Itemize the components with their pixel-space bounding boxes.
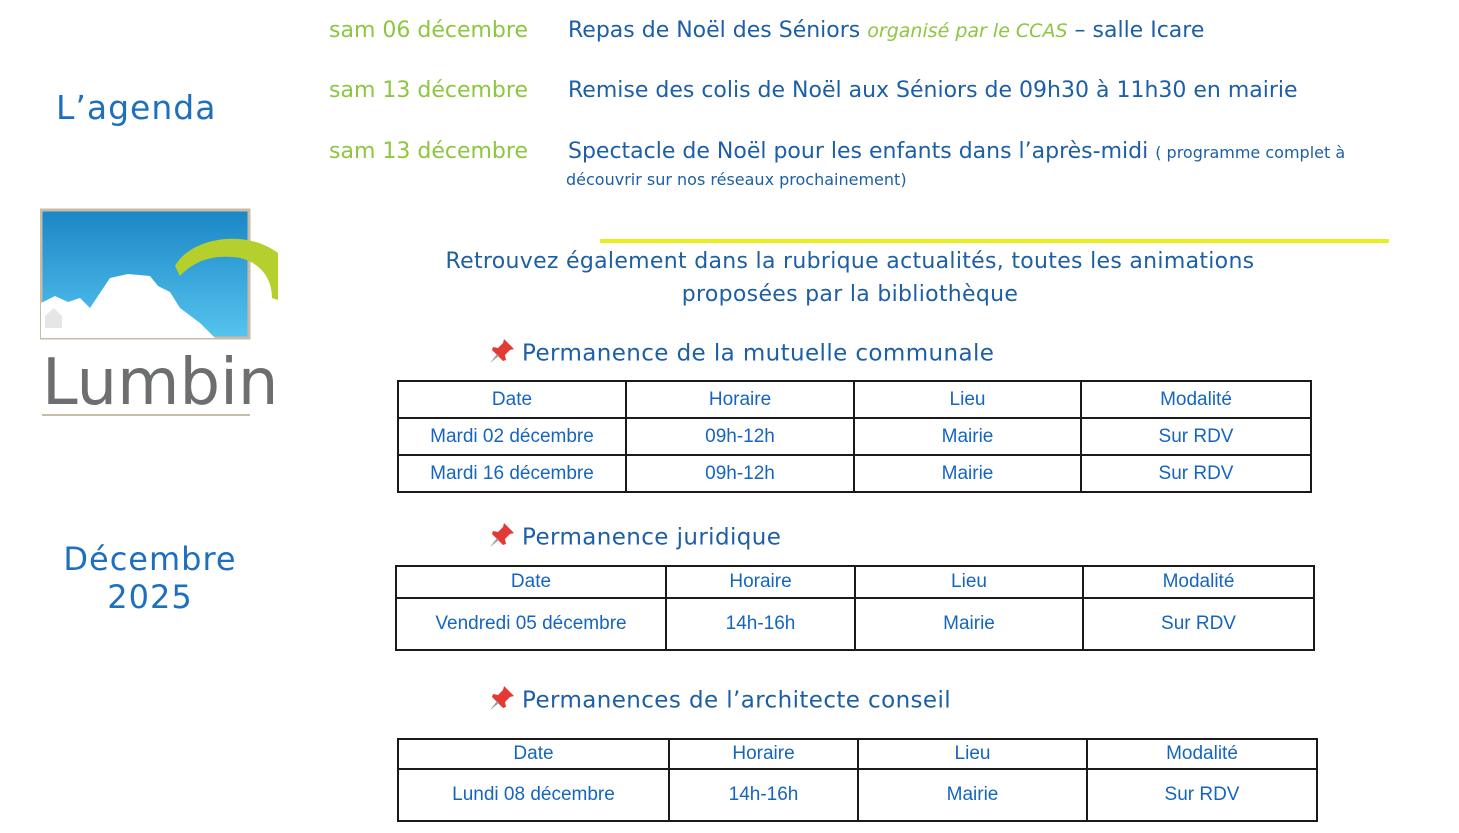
notice-line: Retrouvez également dans la rubrique actualités, toutes les animations <box>445 249 1255 274</box>
event-description <box>568 18 1204 43</box>
year-label: 2025 <box>107 578 193 616</box>
column-header: Modalité <box>1087 739 1317 769</box>
table-header-row <box>398 381 1311 418</box>
event-note: ( programme complet à <box>1155 143 1346 162</box>
table-cell: Lundi 08 décembre <box>398 769 669 821</box>
agenda-title: L’agenda <box>56 88 217 127</box>
lumbin-logo <box>40 208 280 420</box>
pushpin-icon <box>488 337 518 371</box>
library-notice <box>390 245 1310 311</box>
section-title: Permanence de la mutuelle communale <box>522 340 995 367</box>
event-organizer: organisé par le CCAS <box>867 20 1068 42</box>
month-year-title <box>40 540 260 616</box>
table-row <box>398 455 1311 492</box>
table-cell: 14h-16h <box>666 598 855 650</box>
column-header: Modalité <box>1081 381 1311 418</box>
pushpin-icon <box>488 521 518 555</box>
column-header: Date <box>398 739 669 769</box>
month-label: Décembre <box>63 540 237 578</box>
table-row <box>396 598 1314 650</box>
column-header: Date <box>396 566 666 598</box>
juridique-table <box>395 565 1315 651</box>
table-cell: 09h-12h <box>626 418 854 455</box>
event-note-continued: découvrir sur nos réseaux prochainement) <box>566 170 907 189</box>
section-heading-architecte <box>488 684 951 718</box>
table-row <box>398 418 1311 455</box>
table-cell: Sur RDV <box>1081 418 1311 455</box>
event-description <box>568 78 1298 103</box>
column-header: Modalité <box>1083 566 1314 598</box>
table-cell: Mairie <box>858 769 1087 821</box>
column-header: Lieu <box>855 566 1083 598</box>
logo-text: Lumbin <box>42 346 279 420</box>
table-cell: Mairie <box>854 418 1081 455</box>
highlight-divider <box>600 239 1389 243</box>
notice-line: proposées par la bibliothèque <box>681 282 1019 307</box>
section-title: Permanence juridique <box>522 524 782 551</box>
section-heading-juridique <box>488 521 781 555</box>
column-header: Horaire <box>666 566 855 598</box>
pushpin-icon <box>488 684 518 718</box>
column-header: Horaire <box>669 739 858 769</box>
mutuelle-table <box>397 380 1312 493</box>
table-cell: 09h-12h <box>626 455 854 492</box>
event-location: – salle Icare <box>1074 18 1205 43</box>
table-cell: Sur RDV <box>1083 598 1314 650</box>
table-cell: Vendredi 05 décembre <box>396 598 666 650</box>
event-date: sam 13 décembre <box>329 139 528 164</box>
table-cell: Sur RDV <box>1081 455 1311 492</box>
table-row <box>398 769 1317 821</box>
table-cell: Mairie <box>854 455 1081 492</box>
architecte-table <box>397 738 1318 822</box>
table-cell: Mairie <box>855 598 1083 650</box>
event-title: Repas de Noël des Séniors <box>568 18 861 43</box>
event-title: Spectacle de Noël pour les enfants dans l’après-midi <box>568 139 1149 164</box>
table-header-row <box>398 739 1317 769</box>
table-cell: 14h-16h <box>669 769 858 821</box>
table-header-row <box>396 566 1314 598</box>
section-heading-mutuelle <box>488 337 994 371</box>
table-cell: Mardi 02 décembre <box>398 418 626 455</box>
event-description <box>568 139 1345 164</box>
table-cell: Sur RDV <box>1087 769 1317 821</box>
event-title: Remise des colis de Noël aux Séniors de 09h30 à 11h30 en mairie <box>568 78 1298 103</box>
column-header: Lieu <box>854 381 1081 418</box>
column-header: Horaire <box>626 381 854 418</box>
column-header: Lieu <box>858 739 1087 769</box>
table-cell: Mardi 16 décembre <box>398 455 626 492</box>
event-date: sam 13 décembre <box>329 78 528 103</box>
column-header: Date <box>398 381 626 418</box>
section-title: Permanences de l’architecte conseil <box>522 687 952 714</box>
event-date: sam 06 décembre <box>329 18 528 43</box>
